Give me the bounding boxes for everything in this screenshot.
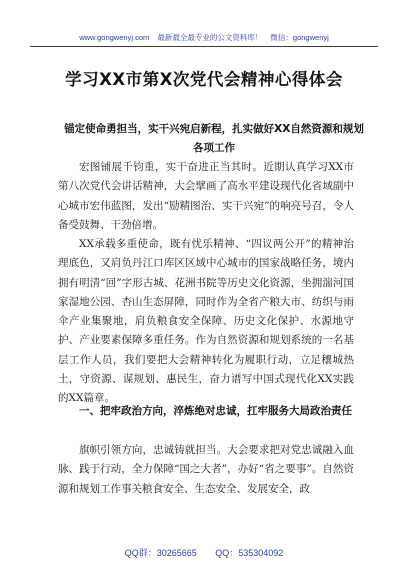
- document-subtitle: 锚定使命勇担当，实干兴宛启新程，扎实做好XX自然资源和规划各项工作: [64, 123, 364, 154]
- document-title: 学习XX市第X次党代会精神心得体会: [65, 70, 343, 89]
- page-header: [0, 0, 408, 58]
- page-footer: [0, 546, 408, 559]
- header-line: [0, 32, 408, 43]
- paragraph-intro: 宏图铺展千钧重，实干奋进正当其时。近期认真学习XX市第八次党代会讲话精神，大会擘画了高水平建设现代化省域副中心城市宏伟蓝图，发出“励精图治、实干兴宛”的响亮号召，令人备受鼓舞、干劲倍增。: [58, 161, 354, 231]
- site-url[interactable]: www.gongwenyj.com: [79, 33, 150, 42]
- site-slogan: 最新最全最专业的公文资料库！: [157, 33, 263, 42]
- paragraph-background: XX承载多重使命，既有忧乐精神、“四议两公开”的精神治理底色，又肩负丹江口库区区域中心城市的国家战略任务，境内拥有明清“回”字形古城、花洲书院等历史文化资源，坐拥湍河国家湿地公园、杏山生态屏障，同时作为全省产粮大市、纺织与雨伞产业集聚地，肩负粮食安全保障、历史文化保护、水源地守护、产业要素保障多重任务。作为自然资源和规划系统的一名基层工作人员，我们要把大会精神转化为履职行动，立足穰城热土，守资源、谋规划、惠民生，奋力谱写中国式现代化XX实践的XX篇章。: [58, 238, 354, 405]
- footer-qq: QQ：535304092: [215, 548, 284, 558]
- section-1-text: 旗帜引领方向，忠诚铸就担当。大会要求把对党忠诚融入血脉、践于行动，全力保障“国之大者”，办好“省之要事”。自然资源和规划工作事关粮食安全、生态安全、发展安全，政: [58, 444, 354, 495]
- header-divider: [30, 46, 378, 47]
- wechat-id: 微信：gongwenyj: [270, 33, 329, 42]
- footer-qq-group: QQ群：30265665: [124, 548, 197, 558]
- section-heading-1: 一、把牢政治方向，淬炼绝对忠诚，扛牢服务大局政治责任: [79, 405, 352, 417]
